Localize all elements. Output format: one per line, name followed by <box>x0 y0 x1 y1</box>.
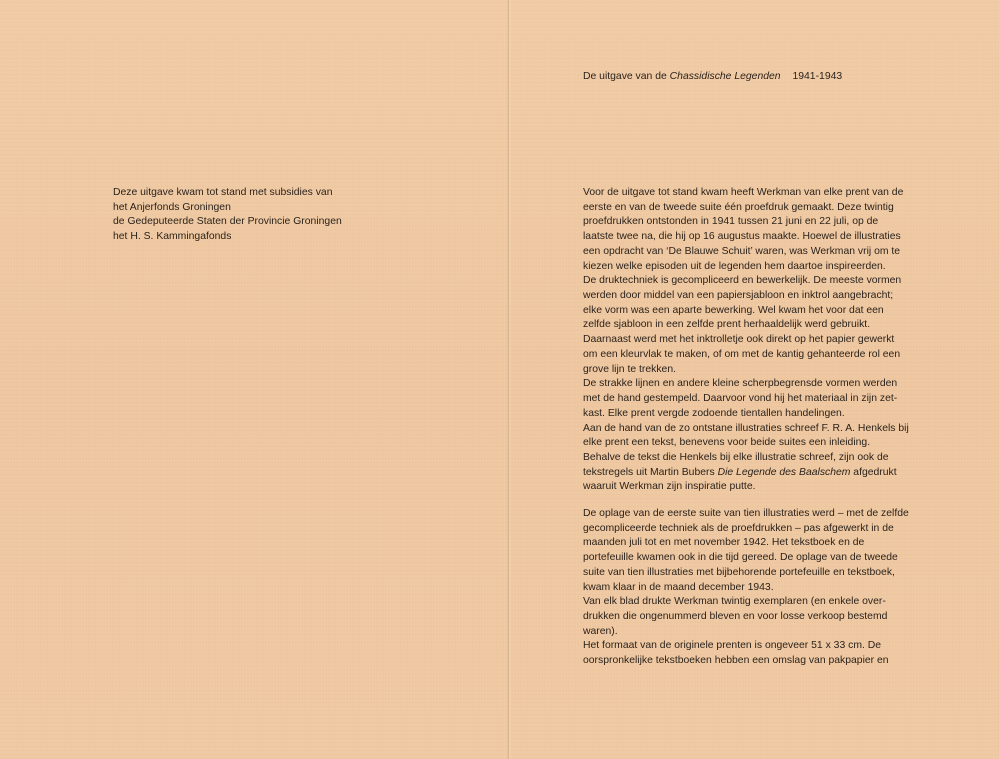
text-line: eerste en van de tweede suite één proefdruk gemaakt. Deze twintig <box>583 201 894 213</box>
text-line: kiezen welke episoden uit de legenden hem daartoe inspireerden. <box>583 260 886 272</box>
text-line: maanden juli tot en met november 1942. Het tekstboek en de <box>583 537 865 549</box>
text-line: zelfde sjabloon in een zelfde prent herhaaldelijk werd gebruikt. <box>583 319 871 331</box>
text-line: proefdrukken ontstonden in 1941 tussen 21 juni en 22 juli, op de <box>583 216 879 228</box>
body-paragraph-2 <box>583 507 923 669</box>
text-line: gecompliceerde techniek als de proefdrukken – pas afgewerkt in de <box>583 522 894 534</box>
text-line: Voor de uitgave tot stand kwam heeft Werkman van elke prent van de <box>583 187 904 198</box>
text-line: om een kleurvlak te maken, of om met de kantig gehanteerde rol een <box>583 348 901 360</box>
text-line: waren). <box>583 625 618 637</box>
page-heading <box>583 70 842 84</box>
text-line: oorspronkelijke tekstboeken hebben een omslag van pakpapier en <box>583 655 889 667</box>
text-line: met de hand gestempeld. Daarvoor vond hij het materiaal in zijn zet- <box>583 393 898 405</box>
text-line: kwam klaar in de maand december 1943. <box>583 581 774 593</box>
line-text: afgedrukt <box>850 466 897 478</box>
text-line: grove lijn te trekken. <box>583 363 676 375</box>
sponsor-credits <box>113 186 342 245</box>
text-line-with-title <box>583 466 923 481</box>
text-line: Het formaat van de originele prenten is ongeveer 51 x 33 cm. De <box>583 640 882 652</box>
text-line: kast. Elke prent vergde zodoende tientallen handelingen. <box>583 407 845 419</box>
text-line: laatste twee na, die hij op 16 augustus maakte. Hoewel de illustraties <box>583 231 901 243</box>
text-line: De druktechniek is gecompliceerd en bewerkelijk. De meeste vormen <box>583 275 902 287</box>
text-line: een opdracht van ‘De Blauwe Schuit’ waren, was Werkman vrij om te <box>583 245 901 257</box>
text-line: suite van tien illustraties met bijbehorende portefeuille en tekstboek, <box>583 566 895 578</box>
text-line: waaruit Werkman zijn inspiratie putte. <box>583 481 756 493</box>
sponsor-line: Deze uitgave kwam tot stand met subsidies van <box>113 187 333 198</box>
text-line: werden door middel van een papiersjabloon en inktrol aangebracht; <box>583 290 894 302</box>
sponsor-line: het H. S. Kammingafonds <box>113 231 232 243</box>
text-line: Aan de hand van de zo ontstane illustraties schreef F. R. A. Henkels bij <box>583 422 909 434</box>
body-paragraph-1 <box>583 186 923 495</box>
book-title: Die Legende des Baalschem <box>717 466 851 478</box>
text-line: portefeuille kwamen ook in die tijd gereed. De oplage van de tweede <box>583 552 898 564</box>
heading-prefix: De uitgave van de <box>583 71 667 82</box>
line-text: tekstregels uit Martin Bubers <box>583 466 718 478</box>
text-line: De strakke lijnen en andere kleine scherpbegrensde vormen werden <box>583 378 898 390</box>
text-line: De oplage van de eerste suite van tien illustraties werd – met de zelfde <box>583 508 909 519</box>
text-line: Daarnaast werd met het inktrolletje ook direkt op het papier gewerkt <box>583 334 895 346</box>
text-line: Van elk blad drukte Werkman twintig exemplaren (en enkele over- <box>583 596 886 608</box>
heading-years: 1941-1943 <box>792 71 843 82</box>
text-line: elke vorm was een aparte bewerking. Wel kwam het voor dat een <box>583 304 884 316</box>
text-line: drukken die ongenummerd bleven en voor losse verkoop bestemd <box>583 611 888 623</box>
text-line: Behalve de tekst die Henkels bij elke illustratie schreef, zijn ook de <box>583 451 889 463</box>
text-line: elke prent een tekst, benevens voor beide suites een inleiding. <box>583 437 871 449</box>
heading-title: Chassidische Legenden <box>669 71 781 82</box>
sponsor-line: de Gedeputeerde Staten der Provincie Groningen <box>113 216 342 228</box>
sponsor-line: het Anjerfonds Groningen <box>113 201 231 213</box>
right-page <box>509 0 999 759</box>
